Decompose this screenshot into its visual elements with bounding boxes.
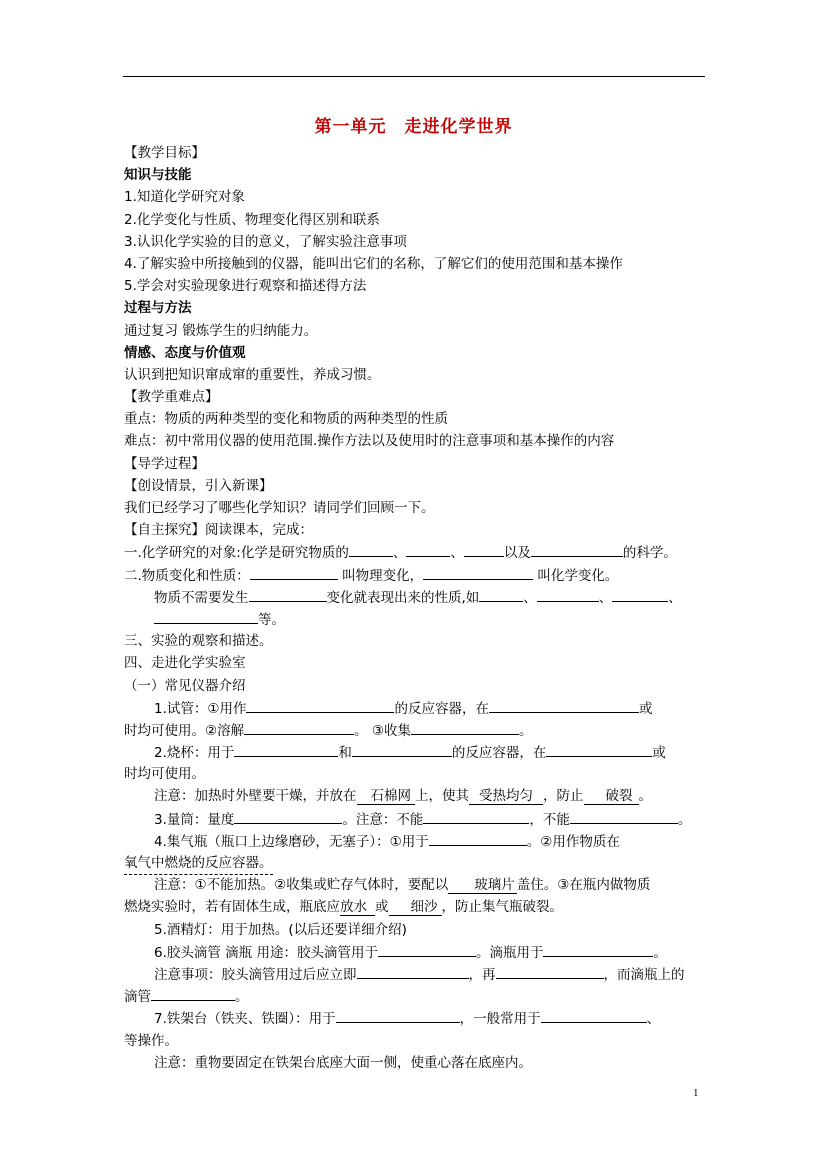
instrument-4: 4.集气瓶（瓶口上边缘磨砂，无塞子）：①用于 。②用作物质在: [124, 830, 714, 852]
question-2: 二.物质变化和性质： 叫物理变化， 叫化学变化。: [124, 564, 714, 586]
instrument-7-line-2: 等操作。: [124, 1032, 178, 1049]
blank-field[interactable]: [246, 697, 394, 713]
blank-field[interactable]: [546, 741, 652, 757]
blank-field[interactable]: [423, 808, 529, 824]
page-number: 1: [693, 1087, 699, 1099]
instrument-4-note-line-2: 燃烧实验时，若有固体生成，瓶底应放水 或 细沙 ，防止集气瓶破裂。: [124, 899, 563, 916]
page-title: 第一单元 走进化学世界: [314, 117, 513, 137]
filled-answer: 破裂: [584, 789, 639, 805]
instrument-6: 6.胶头滴管 滴瓶 用途：胶头滴管用于 。滴瓶用于 。: [124, 941, 714, 963]
process-text: 通过复习 锻炼学生的归纳能力。: [124, 322, 318, 339]
blank-field[interactable]: [543, 941, 653, 957]
instrument-6-note: 注意事项：胶头滴管用过后应立即 ，再 ，而滴瓶上的: [124, 963, 714, 985]
blank-field[interactable]: [411, 719, 519, 735]
blank-field[interactable]: [464, 541, 504, 557]
filled-answer: 石棉网: [357, 789, 416, 805]
filled-answer: 放水: [340, 900, 375, 916]
filled-answer: 受热均匀: [469, 789, 543, 805]
blank-field[interactable]: [429, 830, 527, 846]
instrument-2-line-2: 时均可使用。: [124, 766, 205, 783]
blank-field[interactable]: [406, 541, 450, 557]
instrument-5: 5.酒精灯：用于加热。(以后还要详细介绍): [154, 921, 407, 938]
instrument-7-note: 注意：重物要固定在铁架台底座大面一侧，使重心落在底座内。: [154, 1054, 532, 1071]
section-4: 四、走进化学实验室: [124, 655, 246, 672]
question-1: 一.化学研究的对象:化学是研究物质的 、 、 以及 的科学。: [124, 541, 714, 563]
blank-field[interactable]: [479, 586, 523, 602]
instrument-6-note-line-2: 滴管 。: [124, 985, 714, 1007]
blank-field[interactable]: [249, 586, 327, 602]
blank-field[interactable]: [378, 941, 476, 957]
filled-answer: 玻璃片: [448, 878, 517, 894]
difficulty-text: 难点：初中常用仪器的使用范围.操作方法以及使用时的注意事项和基本操作的内容: [124, 433, 615, 450]
blank-field[interactable]: [570, 808, 678, 824]
question-2-line-2: 物质不需要发生 变化就表现出来的性质,如 、 、 、: [124, 586, 714, 608]
guide-heading: 【导学过程】: [124, 455, 205, 472]
instrument-4-note: 注意：①不能加热。②收集或贮存气体时，要配以 玻璃片 盖住。③在瓶内做物质: [154, 877, 651, 894]
knowledge-item: 5.学会对实验现象进行观察和描述得方法: [124, 278, 367, 295]
dashed-underline-text: 氧气中燃烧的反应容器。: [124, 852, 273, 875]
instrument-2: 2.烧杯：用于 和 的反应容器，在 或: [124, 741, 714, 763]
blank-field[interactable]: [423, 564, 533, 580]
blank-field[interactable]: [352, 741, 452, 757]
key-point-text: 重点：物质的两种类型的变化和物质的两种类型的性质: [124, 411, 448, 428]
section-4-1: （一）常见仪器介绍: [124, 677, 246, 694]
instrument-3: 3.量筒：量度 。注意：不能 ，不能 。: [124, 808, 714, 830]
header-rule: [123, 76, 705, 77]
document-body: [124, 142, 714, 1074]
blank-field[interactable]: [151, 985, 235, 1001]
knowledge-item: 3.认识化学实验的目的意义，了解实验注意事项: [124, 233, 407, 250]
blank-field[interactable]: [357, 963, 469, 979]
blank-field[interactable]: [244, 719, 354, 735]
blank-field[interactable]: [496, 963, 604, 979]
blank-field[interactable]: [234, 808, 342, 824]
blank-field[interactable]: [489, 697, 639, 713]
blank-field[interactable]: [612, 586, 668, 602]
instrument-7: 7.铁架台（铁夹、铁圈）：用于 ，一般常用于 、: [124, 1007, 714, 1029]
instrument-2-note: 注意：加热时外壁要干燥，并放在 石棉网 上，使其 受热均匀 ，防止 破裂 。: [154, 788, 652, 805]
process-heading: 过程与方法: [124, 300, 192, 317]
instrument-1: 1.试管：①用作 的反应容器，在 或: [124, 697, 714, 719]
filled-answer: 细沙: [389, 900, 442, 916]
blank-field[interactable]: [336, 1007, 460, 1023]
knowledge-item: 4.了解实验中所接触到的仪器，能叫出它们的名称，了解它们的使用范围和基本操作: [124, 255, 623, 272]
section-3: 三、实验的观察和描述。: [124, 633, 273, 650]
blank-field[interactable]: [541, 1007, 647, 1023]
create-scene-heading: 【创设情景，引入新课】: [124, 477, 273, 494]
blank-field[interactable]: [154, 608, 258, 624]
knowledge-heading: 知识与技能: [124, 167, 192, 184]
keypoints-heading: 【教学重难点】: [124, 389, 219, 406]
knowledge-item: 2.化学变化与性质、物理变化得区别和联系: [124, 211, 380, 228]
question-2-line-3: 等。: [124, 608, 714, 630]
knowledge-item: 1.知道化学研究对象: [124, 189, 245, 206]
blank-field[interactable]: [349, 541, 393, 557]
instrument-1-line-2: 时均可使用。②溶解 。 ③收集 。: [124, 719, 714, 741]
objectives-heading: 【教学目标】: [124, 145, 205, 161]
emotion-heading: 情感、态度与价值观: [124, 344, 246, 361]
blank-field[interactable]: [234, 741, 338, 757]
emotion-text: 认识到把知识窜成窜的重要性，养成习惯。: [124, 366, 381, 383]
create-scene-text: 我们已经学习了哪些化学知识？请同学们回顾一下。: [124, 500, 435, 516]
self-explore-text: 【自主探究】阅读课本，完成：: [124, 522, 313, 539]
instrument-4-line-2: [124, 852, 714, 874]
blank-field[interactable]: [531, 541, 623, 557]
blank-field[interactable]: [250, 564, 338, 580]
blank-field[interactable]: [537, 586, 599, 602]
